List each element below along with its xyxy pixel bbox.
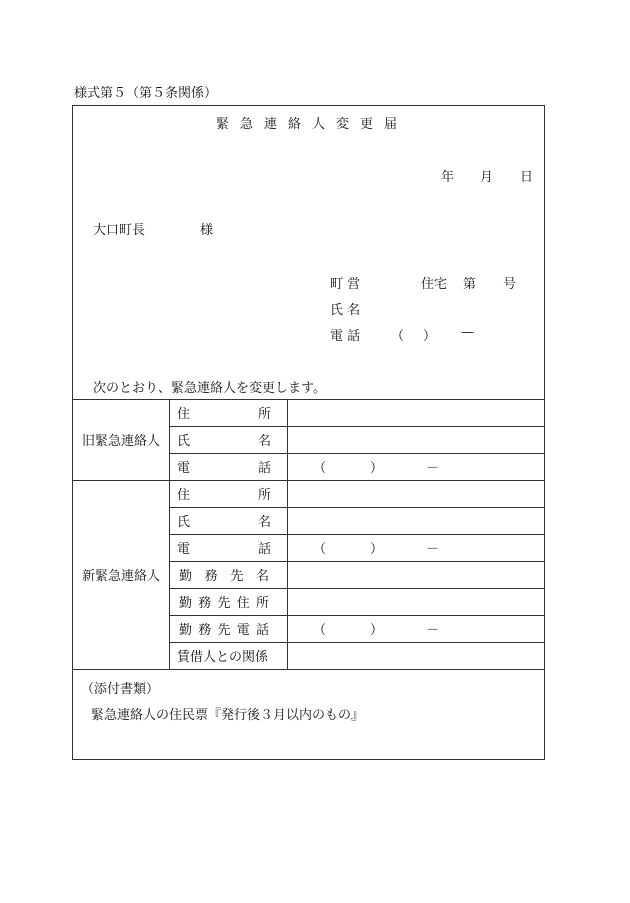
label-char: 務 — [198, 623, 212, 638]
label-char: 務 — [198, 596, 212, 611]
label-char: 名 — [257, 515, 271, 530]
applicant-phone-paren-close: ） — [423, 329, 437, 344]
new-phone-label — [177, 534, 271, 561]
form-label: 様式第５（第５条関係） — [74, 86, 218, 101]
addressee-honorific: 様 — [200, 223, 214, 238]
relationship-label: 賃借人との関係 — [177, 650, 269, 665]
old-phone-paren-open: （ — [313, 461, 327, 476]
new-phone-dash: － — [426, 542, 440, 557]
table-bottom-line — [73, 669, 544, 670]
old-phone-label — [177, 453, 271, 480]
date-year: 年 — [441, 170, 455, 185]
number-suffix: 号 — [503, 277, 517, 292]
number-prefix: 第 — [463, 277, 477, 292]
label-char: 所 — [255, 596, 269, 611]
attachments-item: 緊急連絡人の住民票『発行後３月以内のもの』 — [91, 708, 365, 723]
label-char: 先 — [217, 623, 231, 638]
old-phone-dash: － — [426, 461, 440, 476]
applicant-phone-paren-open: （ — [391, 329, 405, 344]
label-char: 住 — [177, 407, 191, 422]
form-frame — [72, 105, 545, 760]
new-phone-paren-close: ） — [370, 542, 384, 557]
old-phone-paren-close: ） — [370, 461, 384, 476]
date-month: 月 — [480, 170, 494, 185]
label-char: 電 — [177, 542, 191, 557]
new-address-label — [177, 480, 271, 507]
label-char: 所 — [257, 488, 271, 503]
form-title: 緊急連絡人変更届 — [216, 117, 409, 132]
label-char: 所 — [257, 407, 271, 422]
applicant-phone-dash: — — [461, 325, 474, 340]
old-address-label — [177, 399, 271, 426]
new-name-label — [177, 507, 271, 534]
workplace-address-label — [179, 588, 269, 615]
workplace-phone-paren-open: （ — [313, 623, 327, 638]
housing-label: 町 営 — [330, 277, 361, 292]
col-line-2 — [287, 399, 288, 669]
addressee-name: 大口町長 — [93, 223, 146, 238]
applicant-name-label: 氏 名 — [330, 303, 361, 318]
label-char: 勤 — [179, 569, 193, 584]
col-line-1 — [169, 399, 170, 669]
old-name-label — [177, 426, 271, 453]
label-char: 住 — [236, 596, 250, 611]
label-char: 話 — [255, 623, 269, 638]
label-char: 電 — [236, 623, 250, 638]
date-day: 日 — [520, 170, 534, 185]
workplace-phone-label — [179, 615, 269, 642]
label-char: 務 — [204, 569, 218, 584]
label-char: 勤 — [179, 596, 193, 611]
statement: 次のとおり、緊急連絡人を変更します。 — [93, 381, 326, 396]
attachments-heading: （添付書類） — [81, 682, 160, 697]
workplace-name-label — [179, 561, 269, 588]
workplace-phone-dash: － — [426, 623, 440, 638]
new-phone-paren-open: （ — [313, 542, 327, 557]
label-char: 先 — [230, 569, 244, 584]
label-char: 電 — [177, 461, 191, 476]
label-char: 先 — [217, 596, 231, 611]
label-char: 住 — [177, 488, 191, 503]
workplace-phone-paren-close: ） — [370, 623, 384, 638]
label-char: 話 — [257, 542, 271, 557]
label-char: 名 — [257, 434, 271, 449]
label-char: 氏 — [177, 515, 191, 530]
housing-suffix: 住宅 — [421, 277, 448, 292]
label-char: 話 — [257, 461, 271, 476]
old-contact-group-label: 旧緊急連絡人 — [81, 434, 160, 449]
label-char: 勤 — [179, 623, 193, 638]
label-char: 名 — [255, 569, 269, 584]
applicant-phone-label: 電 話 — [330, 329, 361, 344]
label-char: 氏 — [177, 434, 191, 449]
new-contact-group-label: 新緊急連絡人 — [81, 569, 160, 584]
